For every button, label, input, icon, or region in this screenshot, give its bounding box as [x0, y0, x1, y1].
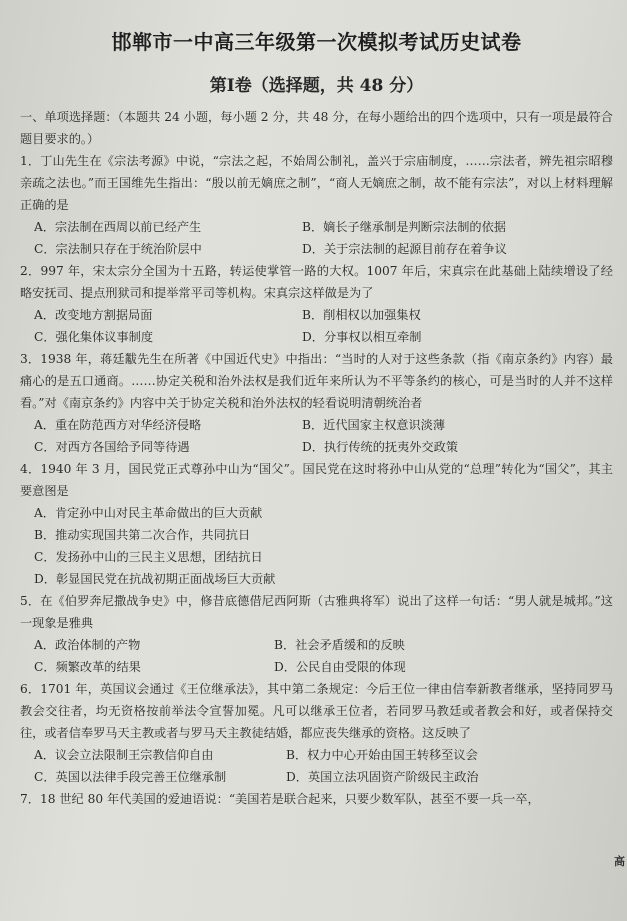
question-1-option-a: A．宗法制在西周以前已经产生 — [34, 220, 202, 234]
question-4-option-c: C．发扬孙中山的三民主义思想，团结抗日 — [34, 550, 263, 564]
question-2-stem: 2．997 年，宋太宗分全国为十五路，转运使掌管一路的大权。1007 年后，宋真宗在此基础上陆续增设了经略安抚司、提点刑狱司和提举常平司等机构。宋真宗这样做是为了 — [20, 264, 613, 300]
question-3-option-d: D．执行传统的抚夷外交政策 — [302, 440, 459, 454]
question-3-stem: 3．1938 年，蒋廷黻先生在所著《中国近代史》中指出：“当时的人对于这些条款（指《南京条约》内容）最痛心的是五口通商。……协定关税和治外法权是我们近年来所认为不平等条约的核心，可是当时的人并不这样看。”对《南京条约》内容中关于协定关税和治外法权的轻看说明清朝统治者 — [20, 352, 613, 410]
section-title: 第Ⅰ卷（选择题，共 48 分） — [209, 76, 424, 96]
question-6-option-b: B．权力中心开始由国王转移至议会 — [286, 748, 478, 762]
question-2-option-c: C．强化集体议事制度 — [34, 330, 154, 344]
question-5-option-a: A．政治体制的产物 — [34, 638, 141, 652]
question-3-option-c: C．对西方各国给予同等待遇 — [34, 440, 190, 454]
question-6-option-d: D．英国立法巩固资产阶级民主政治 — [286, 770, 479, 784]
question-3-options — [20, 414, 613, 458]
question-4-option-d: D．彰显国民党在抗战初期正面战场巨大贡献 — [34, 572, 276, 586]
question-5-stem: 5．在《伯罗奔尼撒战争史》中，修昔底德借尼西阿斯（古雅典将军）说出了这样一句话：“男人就是城邦。”这一现象是雅典 — [20, 594, 613, 630]
question-2-option-d: D．分事权以相互牵制 — [302, 330, 422, 344]
question-6-option-c: C．英国以法律手段完善王位继承制 — [34, 770, 227, 784]
question-2-options — [20, 304, 613, 348]
question-5-options — [20, 634, 613, 678]
question-1-option-c: C．宗法制只存在于统治阶层中 — [34, 242, 202, 256]
question-1-option-b: B．嫡长子继承制是判断宗法制的依据 — [302, 220, 506, 234]
question-5-option-d: D．公民自由受限的体现 — [274, 660, 406, 674]
question-1-option-d: D．关于宗法制的起源目前存在着争议 — [302, 242, 507, 256]
question-3-option-a: A．重在防范西方对华经济侵略 — [34, 418, 202, 432]
question-4-option-a: A．肯定孙中山对民主革命做出的巨大贡献 — [34, 506, 263, 520]
question-3-option-b: B．近代国家主权意识淡薄 — [302, 418, 446, 432]
question-4-stem: 4．1940 年 3 月，国民党正式尊孙中山为“国父”。国民党在这时将孙中山从党的“总理”转化为“国父”，其主要意图是 — [20, 462, 613, 498]
question-4-options — [20, 502, 613, 590]
question-6-stem: 6．1701 年，英国议会通过《王位继承法》，其中第二条规定：今后王位一律由信奉新教者继承，坚持同罗马教会交往者，均无资格按前举法令宣誓加冕。凡可以继承王位者，若同罗马教廷或者教会和好，或者保持交往，或者信奉罗马天主教或者与罗马天主教徒结婚，都应丧失继承的资格。这反映了 — [20, 682, 613, 740]
instructions: 一、单项选择题：（本题共 24 小题，每小题 2 分，共 48 分，在每小题给出的四个选项中，只有一项是最符合题目要求的。） — [20, 110, 613, 146]
question-1-options — [20, 216, 613, 260]
page-corner-text: 高 — [614, 855, 625, 868]
exam-title: 邯郸市一中高三年级第一次模拟考试历史试卷 — [111, 30, 522, 54]
question-5-option-b: B．社会矛盾缓和的反映 — [274, 638, 405, 652]
question-2-option-a: A．改变地方割据局面 — [34, 308, 153, 322]
question-6-option-a: A．议会立法限制王宗教信仰自由 — [34, 748, 214, 762]
question-4-option-b: B．推动实现国共第二次合作，共同抗日 — [34, 528, 251, 542]
question-1-stem: 1．丁山先生在《宗法考源》中说，“宗法之起，不始周公制礼，盖兴于宗庙制度，……宗法者，辨先祖宗昭穆亲疏之法也。”而王国维先生指出：“殷以前无嫡庶之制”，“商人无嫡庶之制，故不能有宗法”，对以上材料理解正确的是 — [20, 154, 613, 212]
question-5-option-c: C．频繁改革的结果 — [34, 660, 141, 674]
question-7-stem: 7．18 世纪 80 年代美国的爱迪语说：“美国若是联合起来，只要少数军队，甚至不要一兵一卒， — [20, 792, 540, 806]
question-6-options — [20, 744, 613, 788]
question-2-option-b: B．削相权以加强集权 — [302, 308, 421, 322]
